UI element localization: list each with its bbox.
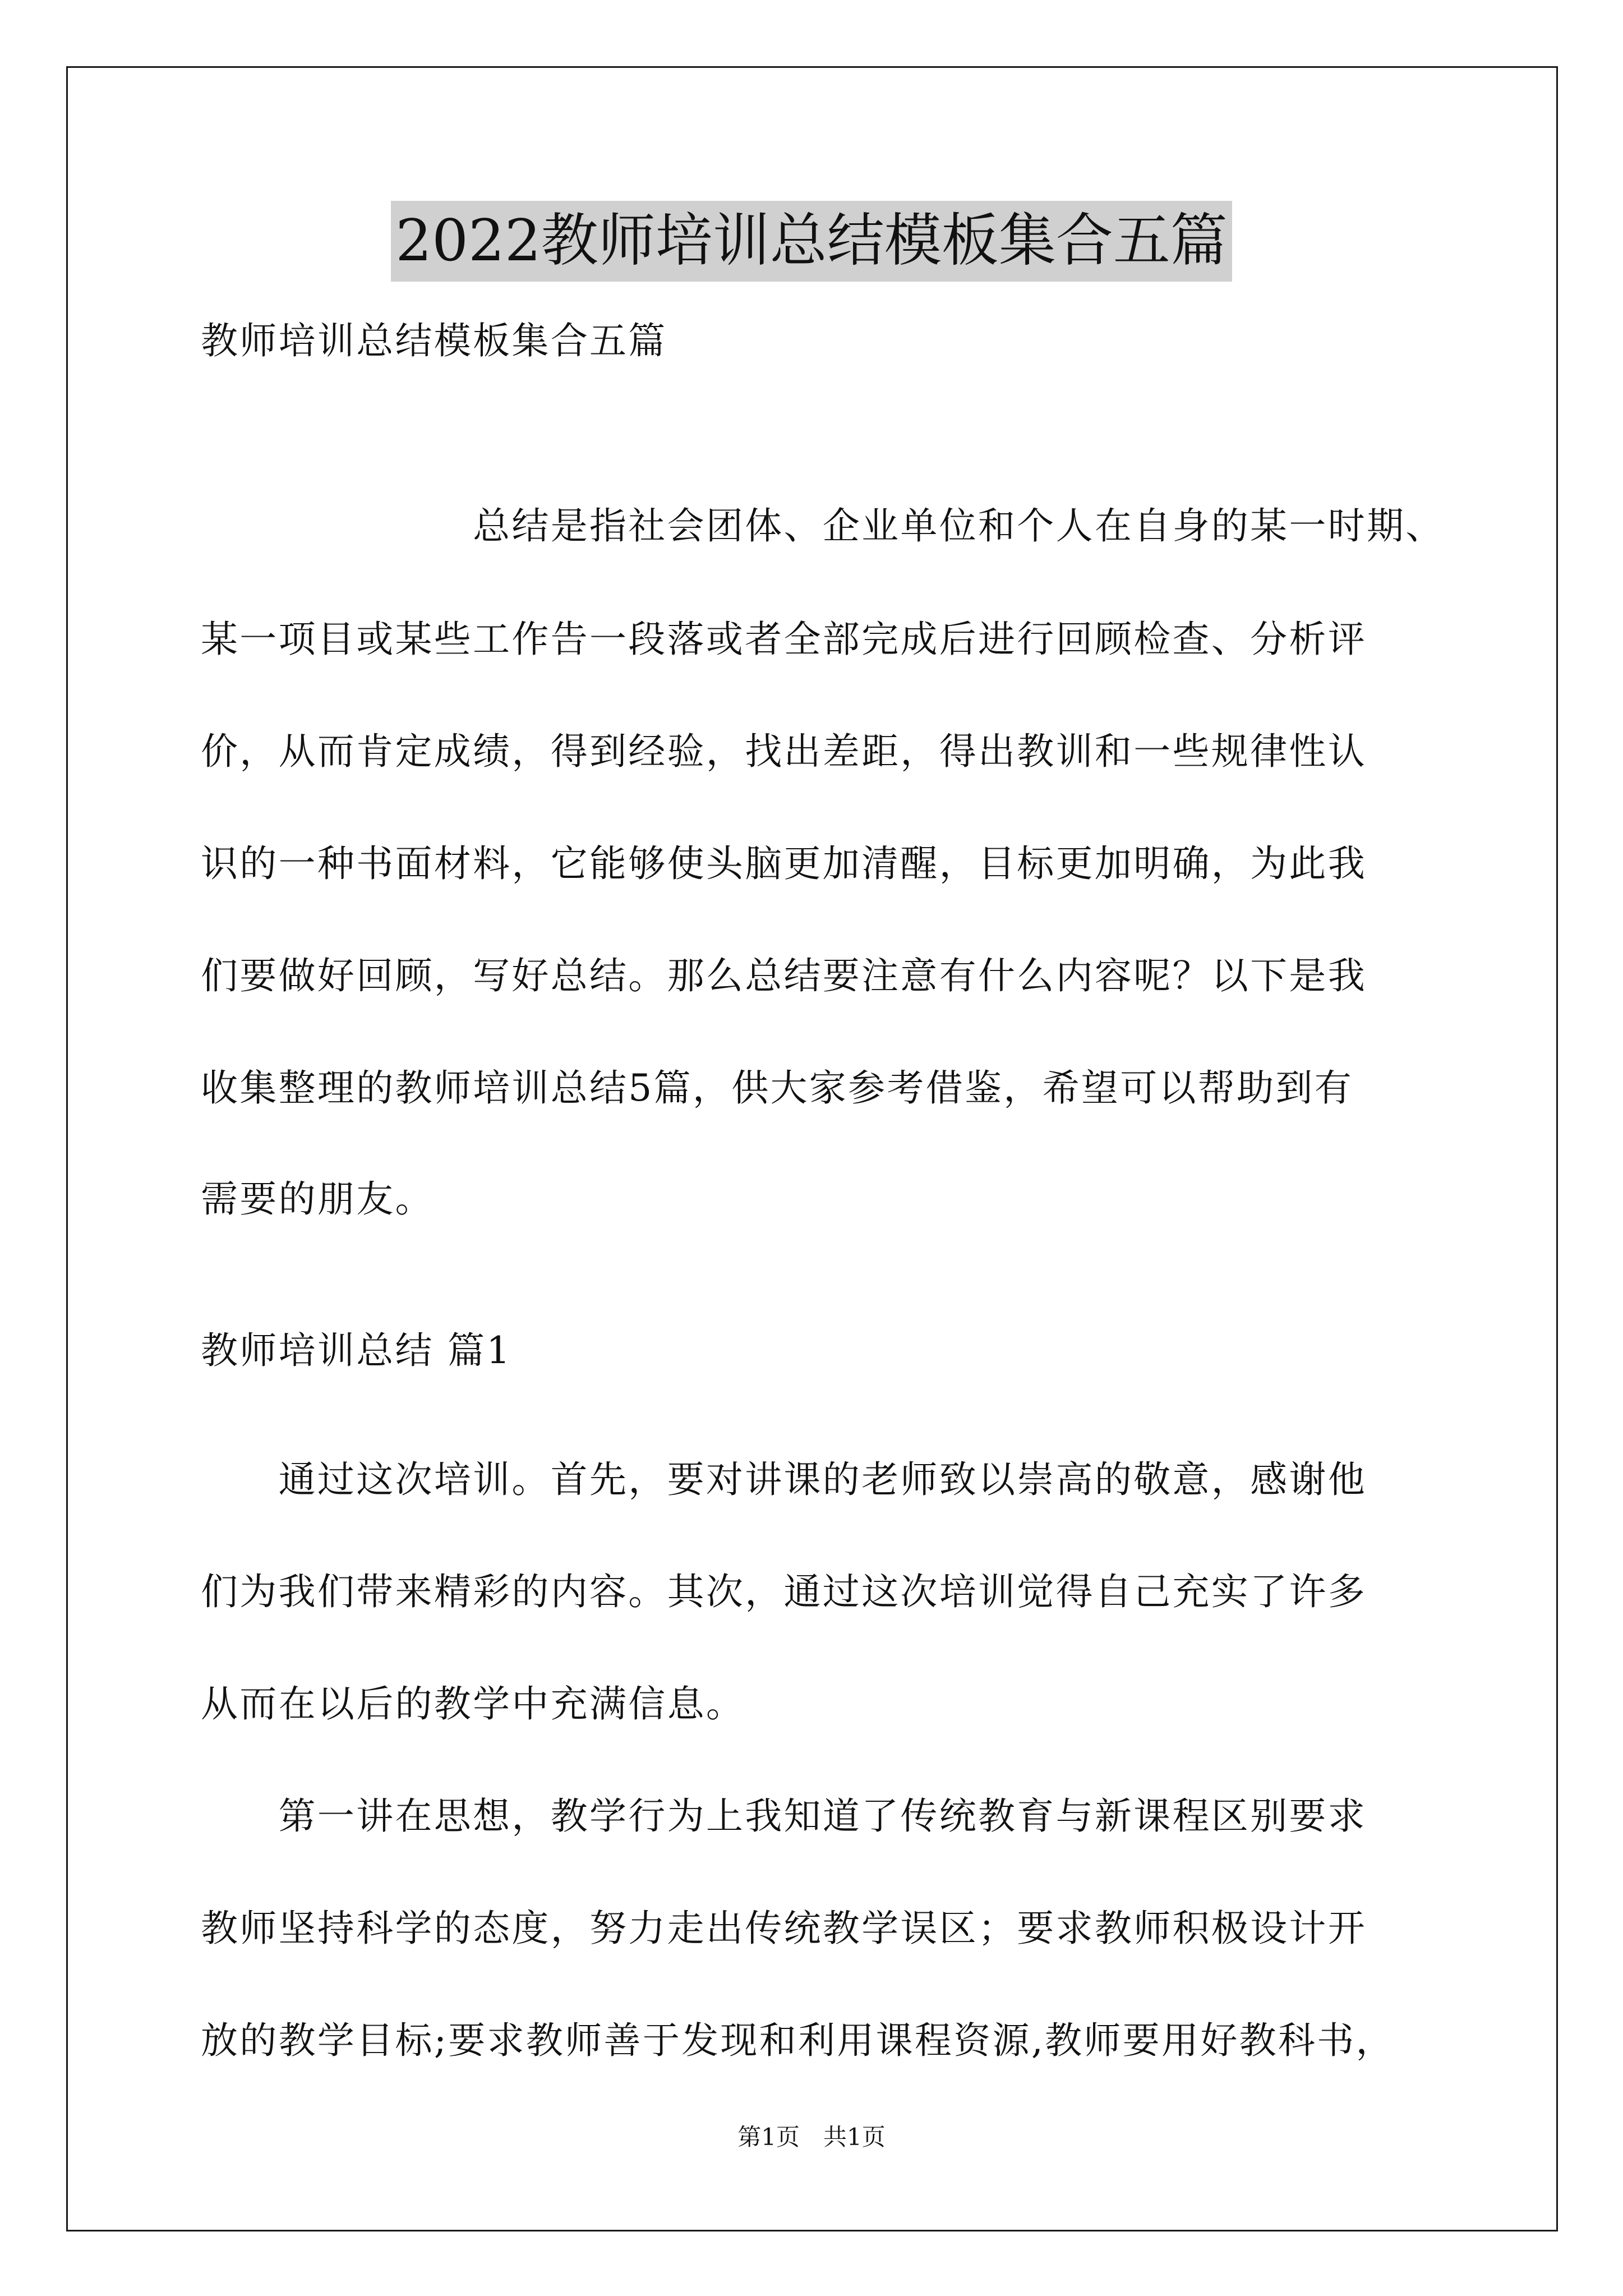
document-title: 2022教师培训总结模板集合五篇 [391,201,1232,282]
body-line: 放的教学目标;要求教师善于发现和利用课程资源,教师要用好教科书， [201,2019,1395,2062]
body-line: 们为我们带来精彩的内容。其次，通过这次培训觉得自己充实了许多 [201,1570,1367,1613]
document-subtitle: 教师培训总结模板集合五篇 [201,319,667,362]
body-line: 通过这次培训。首先，要对讲课的老师致以崇高的敬意，感谢他 [201,1458,1367,1501]
body-line: 教师坚持科学的态度，努力走出传统教学误区；要求教师积极设计开 [201,1907,1367,1950]
title-container [0,201,1623,282]
intro-line: 某一项目或某些工作告一段落或者全部完成后进行回顾检查、分析评 [201,618,1367,661]
body-line: 第一讲在思想，教学行为上我知道了传统教育与新课程区别要求 [201,1795,1367,1838]
body-line: 从而在以后的教学中充满信息。 [201,1682,745,1726]
section-heading: 教师培训总结 篇1 [201,1329,512,1372]
intro-line: 收集整理的教师培训总结5篇，供大家参考借鉴，希望可以帮助到有 [201,1066,1353,1110]
intro-line: 价，从而肯定成绩，得到经验，找出差距，得出教训和一些规律性认 [201,730,1367,773]
intro-line: 总结是指社会团体、企业单位和个人在自身的某一时期、 [201,504,1445,547]
page-footer: 第1页 共1页 [737,2123,886,2151]
intro-line: 识的一种书面材料，它能够使头脑更加清醒，目标更加明确，为此我 [201,842,1367,885]
intro-line: 需要的朋友。 [201,1177,434,1221]
intro-line: 们要做好回顾，写好总结。那么总结要注意有什么内容呢？以下是我 [201,954,1367,997]
